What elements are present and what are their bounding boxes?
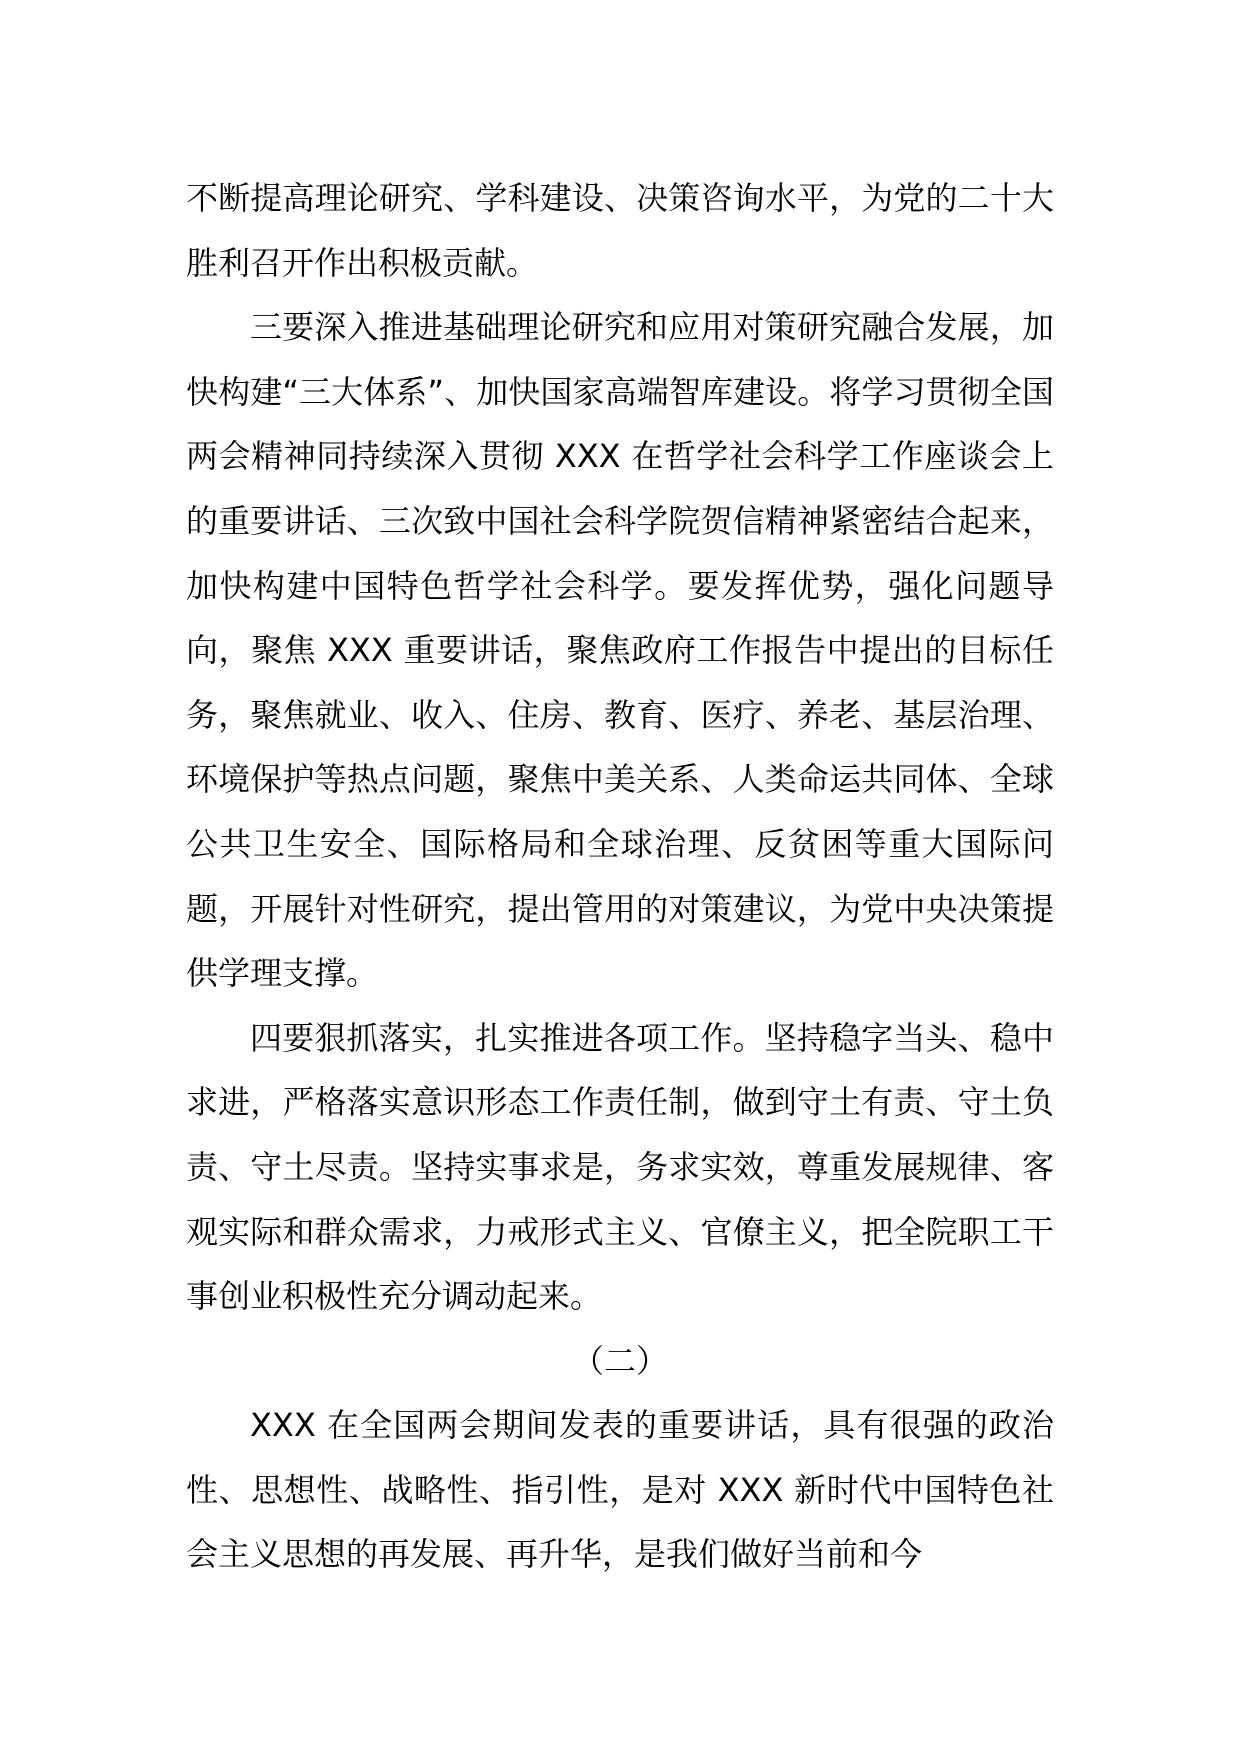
section-heading: （二） — [571, 1341, 668, 1380]
paragraph-point-four: 四要狠抓落实，扎实推进各项工作。坚持稳字当头、稳中求进，严格落实意识形态工作责任制，做到守土有责、守土负责、守土尽责。坚持实事求是，务求实效，尊重发展规律、客观实际和群众需求，力戒形式主义、官僚主义，把全院职工干事创业积极性充分调动起来。 — [186, 1018, 1054, 1316]
paragraph-point-three: 三要深入推进基础理论研究和应用对策研究融合发展，加快构建“三大体系”、加快国家高端智库建设。将学习贯彻全国两会精神同持续深入贯彻 XXX 在哲学社会科学工作座谈会上的重要讲话、三次致中国社会科学院贺信精神紧密结合起来，加快构建中国特色哲学社会科学。要发挥优势，强化问题导向，聚焦 XXX 重要讲话，聚焦政府工作报告中提出的目标任务，聚焦就业、收入、住房、教育、医疗、养老、基层治理、环境保护等热点问题，聚焦中美关系、人类命运共同体、全球公共卫生安全、国际格局和全球治理、反贫困等重大国际问题，开展针对性研究，提出管用的对策建议，为党中央决策提供学理支撑。 — [186, 308, 1054, 993]
document-body — [186, 166, 1054, 1587]
paragraph-continuation: 不断提高理论研究、学科建设、决策咨询水平，为党的二十大胜利召开作出积极贡献。 — [186, 179, 1054, 282]
paragraph-section-two: XXX 在全国两会期间发表的重要讲话，具有很强的政治性、思想性、战略性、指引性，是对 XXX 新时代中国特色社会主义思想的再发展、再升华，是我们做好当前和今 — [186, 1406, 1054, 1574]
